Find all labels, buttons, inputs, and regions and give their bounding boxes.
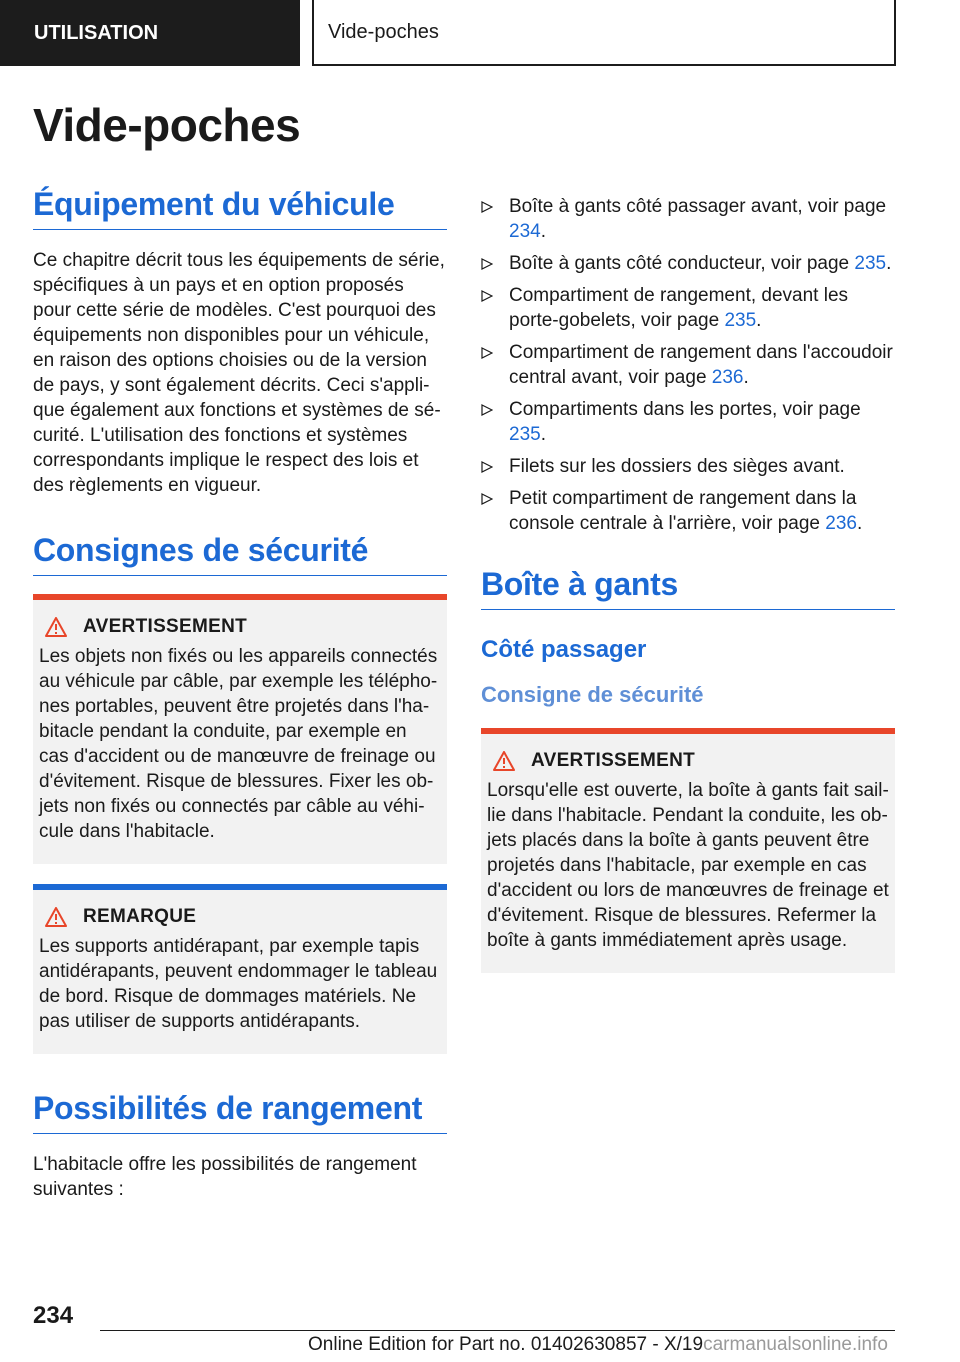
- page-link[interactable]: 236: [825, 513, 857, 534]
- edition-text: Online Edition for Part no. 01402630857 - X/19: [308, 1334, 704, 1355]
- header-topic-label: Vide-poches: [312, 0, 896, 66]
- note-notice: [33, 884, 447, 1054]
- triangle-right-icon: [481, 461, 493, 473]
- list-item: Filets sur les dossiers des sièges avant.: [481, 454, 895, 479]
- list-item: Compartiment de rangement dans l'accoudoir central avant, voir page 236.: [481, 340, 895, 390]
- triangle-right-icon: [481, 347, 493, 359]
- storage-heading: Possibilités de rangement: [33, 1090, 447, 1134]
- page-link[interactable]: 235: [509, 424, 541, 445]
- page-link[interactable]: 236: [711, 367, 744, 388]
- safety-subheading: Consigne de sécurité: [481, 682, 704, 707]
- triangle-right-icon: [481, 258, 493, 270]
- note-title: REMARQUE: [83, 906, 197, 927]
- page-title: Vide-poches: [33, 99, 301, 151]
- right-column: [481, 194, 895, 993]
- list-item: Compartiment de rangement, devant les porte-gobelets, voir page 235.: [481, 283, 895, 333]
- page-link[interactable]: 235: [724, 310, 757, 331]
- equipment-heading: Équipement du véhicule: [33, 186, 447, 230]
- triangle-right-icon: [481, 290, 493, 302]
- warning-triangle-icon: [493, 751, 515, 771]
- warning-text: Les objets non fixés ou les appareils connectés au véhicule par câble, par exemple les téléphones portables, peuvent être projetés dans l'habitacle pendant la conduite, par exemple en cas d'accident ou de manœuvre de freinage ou d'évitement. Risque de blessures. Fixer les objets non fixés ou connectés par câble au véhicule dans l'habitacle.: [39, 646, 438, 842]
- note-text: Les supports antidérapant, par exemple tapis antidérapants, peuvent endommager le tableau de bord. Risque de dommages matériels. Ne pas utiliser de supports antidérapants.: [39, 936, 438, 1032]
- triangle-right-icon: [481, 404, 493, 416]
- warning-text: Lorsqu'elle est ouverte, la boîte à gants fait saillie dans l'habitacle. Pendant la conduite, les objets placés dans la boîte à gants peuvent être projetés dans l'habitacle, par exemple en cas d'accident ou lors de manœuvres de freinage et d'évitement. Risque de blessures. Refermer la boîte à gants immédiatement après usage.: [487, 780, 889, 951]
- header-section-label: UTILISATION: [0, 0, 300, 66]
- triangle-right-icon: [481, 493, 493, 505]
- passenger-heading: Côté passager: [481, 636, 647, 663]
- storage-list: [481, 194, 895, 536]
- list-item: Petit compartiment de rangement dans la console centrale à l'arrière, voir page 236.: [481, 486, 895, 536]
- footer-edition: [308, 1334, 888, 1356]
- glovebox-heading: Boîte à gants: [481, 566, 895, 610]
- warning-title: AVERTISSEMENT: [531, 750, 696, 771]
- warning-triangle-icon: [45, 617, 67, 637]
- warning-triangle-icon: [45, 907, 67, 927]
- glovebox-warning-notice: [481, 728, 895, 973]
- storage-text: L'habitacle offre les possibilités de rangement suivantes :: [33, 1154, 417, 1200]
- warning-notice: [33, 594, 447, 864]
- left-column: [33, 186, 447, 1202]
- page-number: 234: [33, 1302, 74, 1329]
- warning-title: AVERTISSEMENT: [83, 616, 248, 637]
- list-item: Compartiments dans les portes, voir page 235.: [481, 397, 895, 447]
- list-item: Boîte à gants côté conducteur, voir page 235.: [481, 251, 895, 276]
- equipment-text: Ce chapitre décrit tous les équipements de série, spécifiques à un pays et en option proposés pour cette série de modèles. C'est pourquoi des équipements non disponibles pour un véhicule, en raison des options choisies ou de la version de pays, y sont également décrits. Ceci s'applique également aux fonctions et systèmes de sécurité. L'utilisation des fonctions et systèmes correspondants implique le respect des lois et des règlements en vigueur.: [33, 250, 445, 496]
- page-link[interactable]: 234: [509, 221, 541, 242]
- page-link[interactable]: 235: [854, 253, 887, 274]
- watermark-text: carmanualsonline.info: [703, 1334, 888, 1355]
- triangle-right-icon: [481, 201, 493, 213]
- safety-heading: Consignes de sécurité: [33, 532, 447, 576]
- list-item: Boîte à gants côté passager avant, voir page 234.: [481, 194, 895, 244]
- footer-divider: [100, 1330, 895, 1331]
